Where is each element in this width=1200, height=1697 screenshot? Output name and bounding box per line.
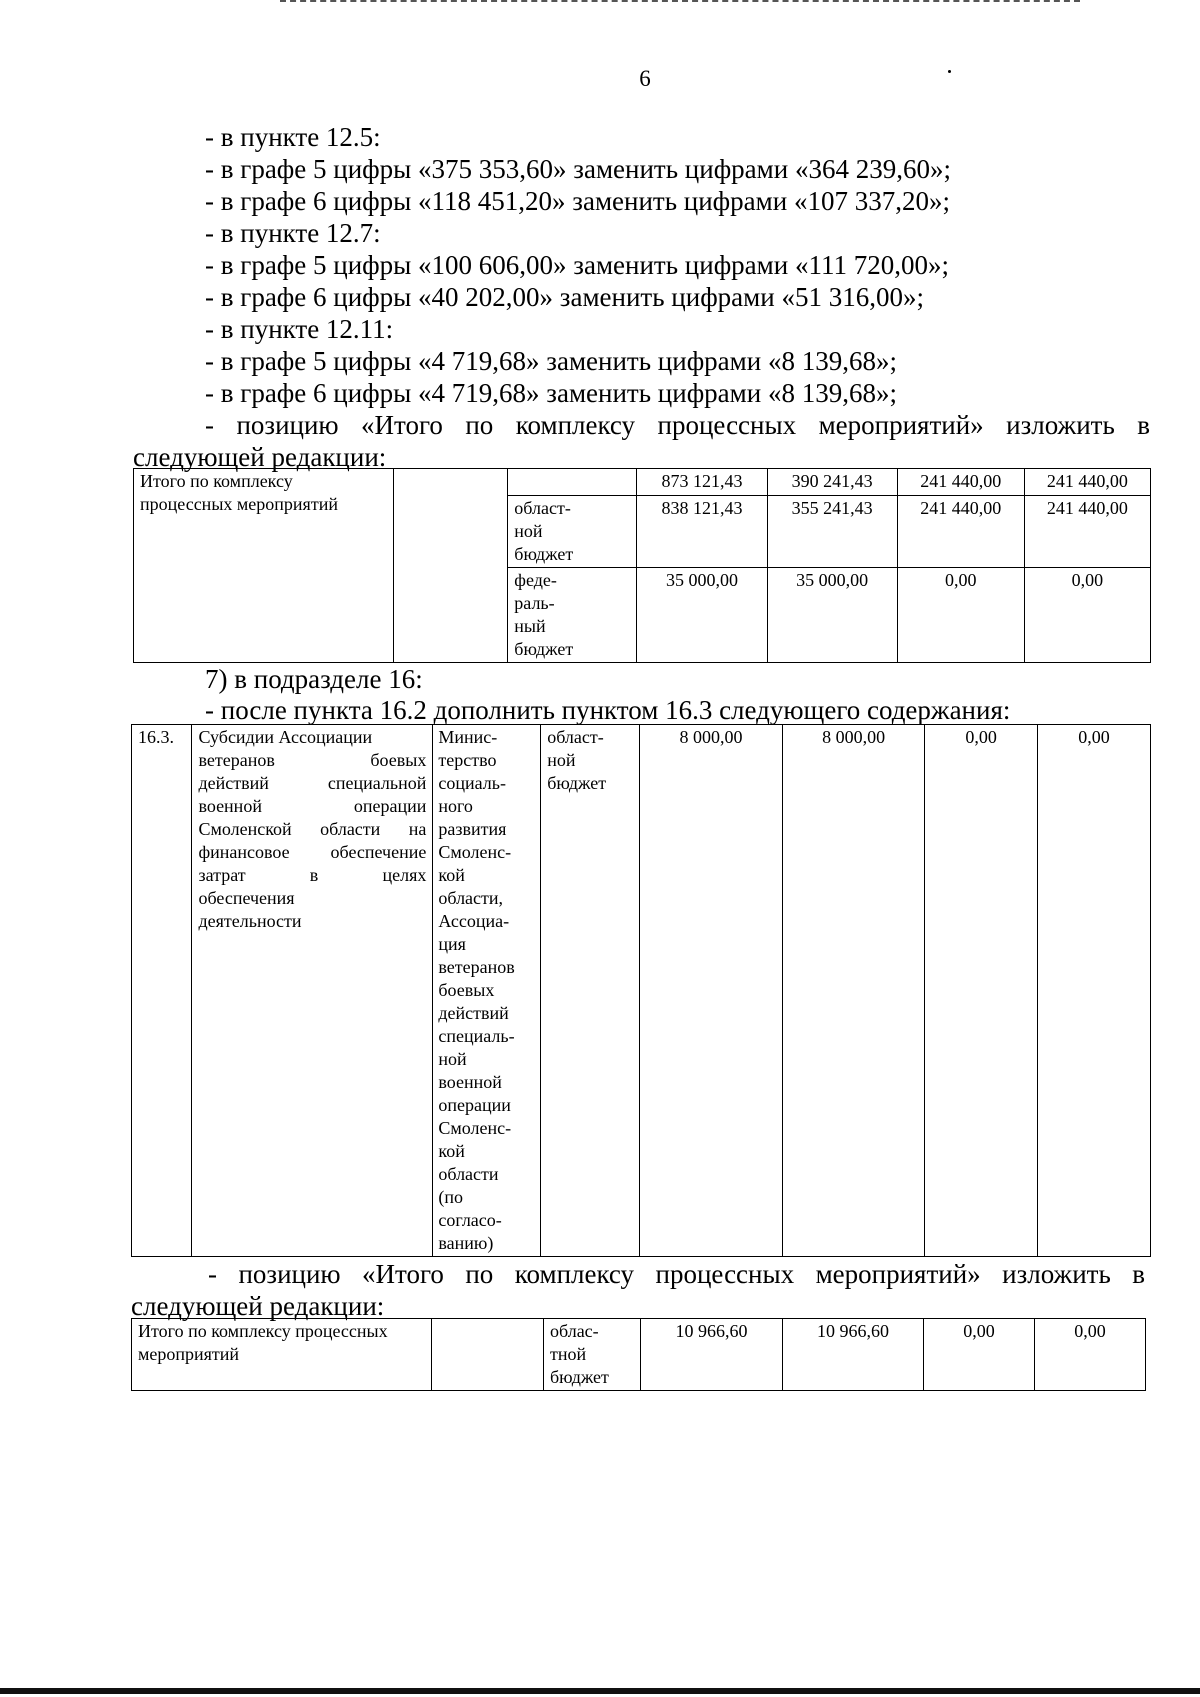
word: - — [208, 1259, 217, 1289]
word: процессных — [657, 410, 797, 440]
value-cell: 10 966,60 — [641, 1319, 783, 1391]
word: в — [1132, 1259, 1145, 1289]
amendment-line: - в пункте 12.11: — [205, 314, 394, 344]
value-cell: 35 000,00 — [767, 568, 897, 663]
desc-line: Субсидии Ассоциации — [198, 727, 373, 747]
position-instruction-cont: следующей редакции: — [131, 1291, 385, 1321]
table-row — [134, 469, 1151, 496]
word: позицию — [236, 410, 339, 440]
value-cell: 8 000,00 — [639, 725, 782, 1257]
value-cell: 0,00 — [1035, 1319, 1146, 1391]
word: комплексу — [515, 410, 636, 440]
value-cell: 10 966,60 — [783, 1319, 924, 1391]
total-label-cell: Итого по комплексу процессных мероприятий — [132, 1319, 432, 1391]
amendment-line: - в графе 6 цифры «40 202,00» заменить цифрами «51 316,00»; — [205, 282, 924, 312]
value-cell: 241 440,00 — [897, 469, 1024, 496]
table-row — [132, 1319, 1146, 1391]
position-instruction-line — [205, 409, 1150, 441]
totals-table-2 — [131, 1318, 1146, 1391]
empty-source-cell — [508, 469, 637, 496]
word: в — [1137, 410, 1150, 440]
position-instruction-cont: следующей редакции: — [133, 442, 387, 472]
value-cell: 390 241,43 — [767, 469, 897, 496]
amendment-line: - в графе 6 цифры «4 719,68» заменить цифрами «8 139,68»; — [205, 378, 897, 408]
word: по — [465, 410, 494, 440]
item-16-3-table — [131, 724, 1151, 1257]
source-cell: област- ной бюджет — [508, 496, 637, 568]
scan-speck — [948, 70, 951, 73]
word: изложить — [1006, 410, 1115, 440]
word: «Итого — [362, 1259, 444, 1289]
value-cell: 0,00 — [924, 1319, 1035, 1391]
value-cell: 35 000,00 — [637, 568, 767, 663]
value-cell: 0,00 — [925, 725, 1038, 1257]
table-row — [132, 725, 1151, 1257]
value-cell: 8 000,00 — [783, 725, 925, 1257]
desc-line: Смоленской области на — [198, 819, 427, 839]
desc-line: финансовое обеспечение — [198, 842, 427, 862]
value-cell: 0,00 — [1038, 725, 1151, 1257]
amendment-line: - в графе 6 цифры «118 451,20» заменить цифрами «107 337,20»; — [205, 186, 950, 216]
source-cell: област- ной бюджет — [541, 725, 640, 1257]
word: комплексу — [514, 1259, 635, 1289]
section-heading: 7) в подразделе 16: — [205, 664, 423, 694]
desc-line: действий специальной — [198, 773, 427, 793]
amendment-line: - в графе 5 цифры «100 606,00» заменить цифрами «111 720,00»; — [205, 250, 949, 280]
desc-tail: обеспечения деятельности — [198, 888, 302, 931]
word: процессных — [655, 1259, 795, 1289]
source-cell: облас- тной бюджет — [544, 1319, 641, 1391]
executor-cell: Минис- терство социаль- ного развития Смоленс- кой области, Ассоциа- ция ветеранов боевых действий специаль- ной военной операции Смоленс- кой области (по согласо- ванию) — [433, 725, 541, 1257]
desc-line: затрат в целях — [198, 865, 427, 885]
amendment-line: - в графе 5 цифры «4 719,68» заменить цифрами «8 139,68»; — [205, 346, 897, 376]
source-cell: феде- раль- ный бюджет — [508, 568, 637, 663]
value-cell: 0,00 — [1024, 568, 1150, 663]
addition-instruction: - после пункта 16.2 дополнить пунктом 16.3 следующего содержания: — [205, 695, 1011, 725]
word: позицию — [238, 1259, 341, 1289]
empty-executor-cell — [432, 1319, 544, 1391]
amendment-line: - в графе 5 цифры «375 353,60» заменить цифрами «364 239,60»; — [205, 154, 951, 184]
position-instruction-line — [208, 1258, 1145, 1290]
value-cell: 355 241,43 — [767, 496, 897, 568]
word: изложить — [1002, 1259, 1111, 1289]
scan-artifact-top — [280, 0, 1080, 5]
value-cell: 241 440,00 — [1024, 469, 1150, 496]
scan-artifact-bottom — [0, 1688, 1200, 1694]
amendment-line: - в пункте 12.7: — [205, 218, 381, 248]
desc-line: ветеранов боевых — [198, 750, 427, 770]
total-label-cell: Итого по комплексу процессных мероприятий — [134, 469, 394, 663]
desc-line: военной операции — [198, 796, 427, 816]
amendment-line: - в пункте 12.5: — [205, 122, 381, 152]
value-cell: 838 121,43 — [637, 496, 767, 568]
word: мероприятий» — [815, 1259, 981, 1289]
word: - — [205, 410, 214, 440]
word: «Итого — [361, 410, 443, 440]
totals-table-1 — [133, 468, 1151, 663]
word: мероприятий» — [818, 410, 984, 440]
value-cell: 873 121,43 — [637, 469, 767, 496]
word: по — [465, 1259, 494, 1289]
item-number-cell: 16.3. — [132, 725, 192, 1257]
value-cell: 0,00 — [897, 568, 1024, 663]
value-cell: 241 440,00 — [1024, 496, 1150, 568]
page-number: 6 — [639, 66, 651, 91]
empty-executor-cell — [394, 469, 508, 663]
item-description-cell — [192, 725, 433, 1257]
value-cell: 241 440,00 — [897, 496, 1024, 568]
